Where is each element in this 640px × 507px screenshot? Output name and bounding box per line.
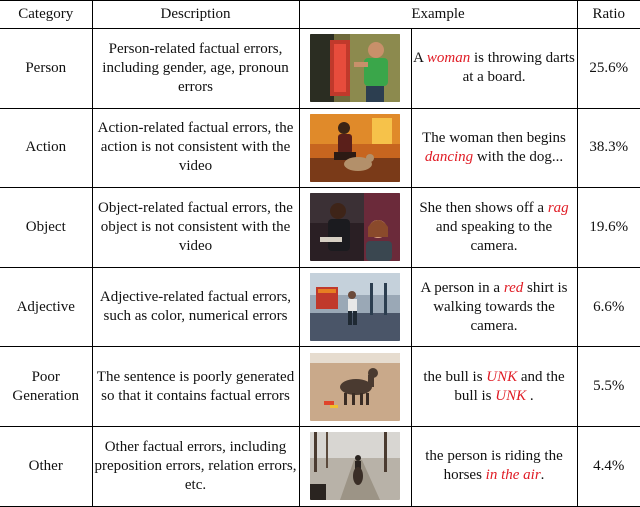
video-frame-person-walking-playground — [310, 273, 400, 341]
example-image-cell — [299, 29, 411, 109]
example-text-after: and speaking to the camera. — [435, 218, 553, 254]
example-text-cell — [411, 426, 577, 506]
example-text-before: A — [413, 50, 427, 67]
example-text-after: shirt is walking towards the camera. — [433, 279, 568, 334]
table-row — [0, 108, 640, 188]
example-text-before: She then shows off a — [419, 199, 548, 216]
category-cell: Poor Generation — [0, 347, 92, 427]
table-row — [0, 29, 640, 109]
example-text-cell — [411, 188, 577, 268]
error-word: dancing — [424, 148, 474, 165]
ratio-cell: 6.6% — [577, 267, 640, 347]
video-frame-two-women-speaking — [310, 193, 400, 261]
example-image-cell — [299, 267, 411, 347]
category-cell: Adjective — [0, 267, 92, 347]
video-frame-man-throwing-darts — [310, 34, 400, 102]
ratio-cell: 5.5% — [577, 347, 640, 427]
example-text-before: the bull is — [423, 368, 487, 385]
example-text-before: the person is riding the horses — [425, 448, 563, 484]
example-text-after: is throwing darts at a board. — [462, 50, 575, 86]
error-word: rag — [547, 199, 569, 216]
category-cell: Object — [0, 188, 92, 268]
error-word: UNK — [486, 368, 518, 385]
example-image-cell — [299, 188, 411, 268]
header-ratio: Ratio — [577, 1, 640, 29]
error-word: red — [503, 279, 524, 296]
example-text-cell — [411, 29, 577, 109]
description-cell: Object-related factual errors, the object is not consistent with the video — [92, 188, 299, 268]
ratio-cell: 25.6% — [577, 29, 640, 109]
video-frame-horse-riding-path — [310, 432, 400, 500]
example-text-after: with the dog... — [473, 148, 564, 165]
example-text-after: . — [540, 467, 545, 484]
ratio-cell: 4.4% — [577, 426, 640, 506]
example-text-before: A person in a — [420, 279, 504, 296]
description-cell: Other factual errors, including preposition errors, relation errors, etc. — [92, 426, 299, 506]
header-description: Description — [92, 1, 299, 29]
table-row — [0, 347, 640, 427]
category-cell: Action — [0, 108, 92, 188]
category-cell: Other — [0, 426, 92, 506]
description-cell: Person-related factual errors, including gender, age, pronoun errors — [92, 29, 299, 109]
example-text-cell — [411, 108, 577, 188]
video-frame-bull-in-arena — [310, 353, 400, 421]
video-frame-woman-with-dog — [310, 114, 400, 182]
error-word: UNK — [495, 387, 527, 404]
description-cell: Action-related factual errors, the action is not consistent with the video — [92, 108, 299, 188]
table-row — [0, 267, 640, 347]
description-cell: The sentence is poorly generated so that it contains factual errors — [92, 347, 299, 427]
ratio-cell: 19.6% — [577, 188, 640, 268]
ratio-cell: 38.3% — [577, 108, 640, 188]
header-category: Category — [0, 1, 92, 29]
description-cell: Adjective-related factual errors, such as color, numerical errors — [92, 267, 299, 347]
header-example: Example — [299, 1, 577, 29]
category-cell: Person — [0, 29, 92, 109]
example-text-before: The woman then begins — [422, 129, 566, 146]
example-text-after: . — [526, 387, 534, 404]
error-word: in the air — [485, 467, 541, 484]
header-row — [0, 1, 640, 29]
example-text-cell — [411, 267, 577, 347]
table-row — [0, 188, 640, 268]
example-text-cell — [411, 347, 577, 427]
table-row — [0, 426, 640, 506]
error-word: woman — [426, 50, 471, 67]
example-image-cell — [299, 108, 411, 188]
example-image-cell — [299, 426, 411, 506]
example-text-middle: and the bull is — [454, 368, 565, 404]
example-image-cell — [299, 347, 411, 427]
